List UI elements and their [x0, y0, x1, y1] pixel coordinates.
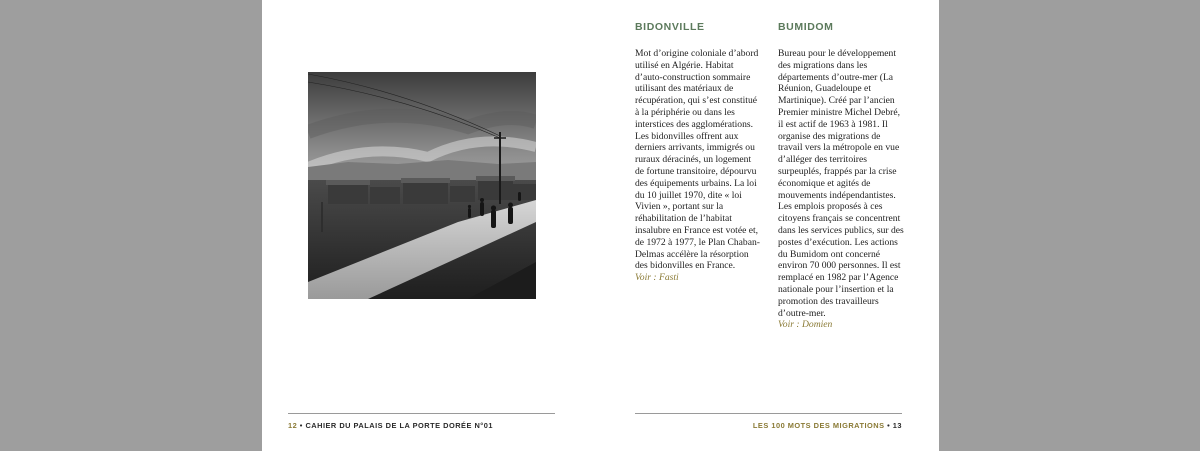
- entry-bidonville: [635, 20, 761, 284]
- entry-body: Mot d’origine coloniale d’abord utilisé en Algérie. Habitat d’auto-construction sommaire utilisant des matériaux de récupération, qui s’est constitué à la périphérie ou dans les interstices des agglomérations. Les bidonvilles offrent aux derniers arrivants, immigrés ou ruraux déracinés, un logement de fortune transitoire, dépourvu des équipements urbains. La loi du 10 juillet 1970, dite « loi Vivien », portant sur la réhabilitation de l’habitat insalubre en France est votée et, de 1972 à 1977, le Plan Chaban-Delmas accélère la résorption des bidonvilles en France.: [635, 48, 760, 272]
- running-title-left: CAHIER DU PALAIS DE LA PORTE DORÉE N°01: [305, 421, 493, 430]
- entry-body: Bureau pour le développement des migrations dans les départements d’outre-mer (La Réunion, Guadeloupe et Martinique). Créé par l’ancien Premier ministre Michel Debré, il est actif de 1963 à 1981. Il organise des migrations de travail vers la métropole en vue d’alléger des territoires surpeuplés, frappés par la crise économique et agités de mouvements indépendantistes. Les emplois proposés à ces citoyens français se concentrent dans les services publics, sur des postes d’exécution. Les actions du Bumidom ont concerné environ 70 000 personnes. Il est remplacé en 1982 par l’Agence nationale pour l’insertion et la promotion des travailleurs d’outre-mer.: [778, 48, 904, 319]
- page-number-right: 13: [892, 421, 902, 430]
- footer-separator: •: [297, 421, 306, 430]
- running-title-right: LES 100 MOTS DES MIGRATIONS: [752, 421, 885, 430]
- book-spread: [262, 0, 939, 451]
- entry-title: BIDONVILLE: [635, 21, 705, 33]
- see-also-link[interactable]: Voir : Domien: [778, 319, 833, 331]
- page-number-left: 12: [288, 421, 298, 430]
- bidonville-photograph: [308, 72, 536, 299]
- see-also-link[interactable]: Voir : Fasti: [635, 272, 679, 284]
- footer-separator: •: [884, 421, 893, 430]
- photo-image: [308, 72, 536, 299]
- footer-left: [288, 421, 493, 431]
- footer-rule-right: [635, 413, 902, 414]
- entry-title: BUMIDOM: [778, 21, 834, 33]
- entry-bumidom: [778, 20, 904, 331]
- footer-rule-left: [288, 413, 555, 414]
- footer-right: [635, 421, 902, 431]
